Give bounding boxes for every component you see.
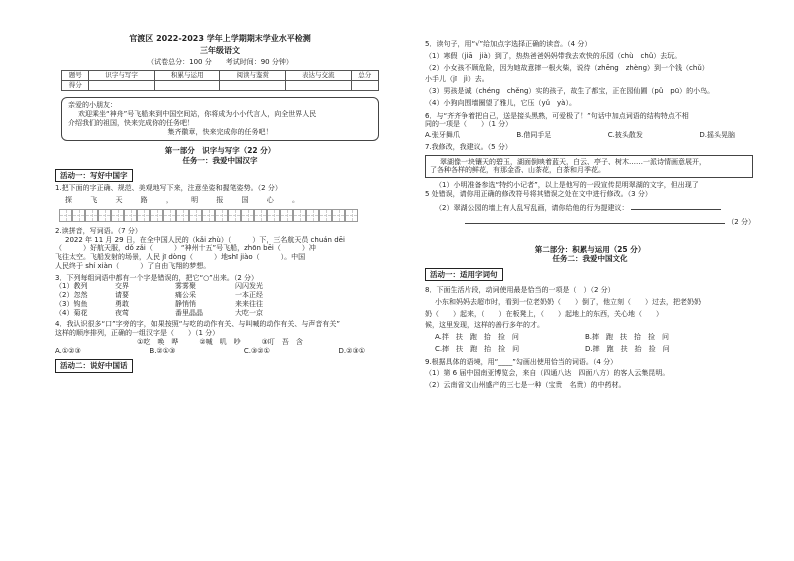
q9-s1: （1）第 6 届中国南亚博览会，来自（四通八达 四面八方）的客人云集昆明。	[425, 369, 670, 378]
activity1-label: 活动一：写好中国字	[55, 169, 133, 182]
score-table	[61, 70, 379, 91]
q7-s2-text: （2）翠湖公园的墙上有人乱写乱画，请你给他的行为提建议：	[435, 203, 629, 212]
option-c[interactable]: C.摔 扶 跑 抬 捡 问	[435, 344, 520, 353]
q7-s1b: 5 处错误，请你用正确的修改符号将其错误之处在文中进行修改。（3 分）	[425, 189, 652, 198]
score-row-label: 得分	[62, 80, 89, 90]
exam-meta: （试卷总分：100 分 考试时间：90 分钟）	[147, 58, 293, 66]
option-b[interactable]: B.摔 跑 扶 拾 捡 问	[585, 333, 670, 342]
option-d[interactable]: D.摔 跑 扶 抬 捡 问	[585, 344, 670, 353]
option-c[interactable]: C.③②①	[243, 346, 270, 355]
q7-s1: （1）小明准备参选“特约小记者”，以上是他写的一段宣传昆明翠湖的文字，但出现了	[435, 181, 699, 189]
q3-word[interactable]: 雾雾聚	[175, 282, 196, 291]
q1-char: ，	[165, 196, 174, 204]
score-header-row	[62, 70, 379, 80]
option-b[interactable]: B.借同手足	[516, 131, 552, 139]
q1-chars	[65, 196, 300, 205]
q1-char: 心	[266, 196, 275, 204]
q5-text: 5．读句子，用“√”给加点字选择正确的读音。（4 分）	[425, 40, 592, 48]
q3-row	[55, 300, 385, 309]
activity3-label: 活动一：适用字词句	[425, 268, 503, 281]
q8-option-row	[435, 345, 755, 354]
option-a[interactable]: A.①②③	[55, 346, 81, 355]
q3-word[interactable]: 大吃一京	[235, 308, 263, 317]
score-header-cell: 识字与写字	[89, 70, 155, 80]
q7-passage-line: 翠湖像一块镶天的碧玉，湖面倒映着蓝天，白云、亭子、树木……一派诗情画意展开，	[440, 157, 706, 166]
q8-s3: 候，这里发现，这样的善行多年的才。	[425, 321, 544, 330]
q7-text: 7.我修改，我建议。（5 分）	[425, 142, 512, 151]
option-c[interactable]: C.披头散发	[607, 131, 643, 139]
part1-task: 任务一：我爱中国汉字	[182, 155, 258, 165]
q1-text: 1.把下面的字正确、规范、美观地写下来，注意坐姿和握笔姿势。（2 分）	[55, 184, 282, 193]
q2-line: （ ）好航天服，dǒ zǎi（ ）“神州十五”号飞船，zhōn bēi（ ）冲	[55, 244, 316, 253]
score-cell[interactable]	[351, 80, 378, 90]
score-cell[interactable]	[220, 80, 286, 90]
q9-s2: （2）云南省文山州盛产的三七是一种（宝贵 名贵）的中药材。	[425, 381, 626, 390]
score-header-cell: 题号	[62, 70, 89, 80]
q3-word[interactable]: （1）教列	[55, 282, 88, 291]
q8-options	[425, 333, 755, 354]
score-header-cell: 阅读与鉴赏	[220, 70, 286, 80]
q3-word[interactable]: 勇敢	[115, 299, 129, 308]
activity2-label: 活动二：说好中国话	[55, 359, 133, 372]
exam-subtitle: 三年级语文	[200, 46, 240, 55]
q7-s2-score: （2 分）	[727, 218, 755, 227]
exam-title: 官渡区 2022-2023 学年上学期期末学业水平检测	[129, 34, 311, 43]
q7-passage-line: 了各种各样的鲜花，有那金香、山茶花，白茶和月季花。	[430, 166, 605, 175]
q8-s2: 奶（ ）起来，（ ）在板凳上，（ ）起地上的东西，关心地（ ）	[425, 309, 663, 318]
q3-row	[55, 282, 385, 291]
q3-word[interactable]: （2）忽然	[55, 291, 88, 299]
score-cell[interactable]	[154, 80, 220, 90]
writing-grid[interactable]	[59, 209, 385, 222]
q3-word[interactable]: 交界	[115, 282, 129, 291]
q2-line: 2022 年 11 月 29 日，在全中国人民的（kǎi zhù）（ ）下，三名航天员 chuán dēi	[65, 235, 345, 244]
q4-items: ①吃 唤 哗 ②喊 叽 吵 ③叮 吾 含	[137, 337, 303, 346]
q3-word[interactable]: 闪闪发光	[235, 282, 263, 291]
score-header-cell: 总分	[351, 70, 378, 80]
option-d[interactable]: D.摇头晃脑	[699, 131, 735, 139]
q3-rows	[55, 282, 385, 317]
q5-s1: （1）寒假（jiā jià）到了，热热爸爸妈妈带我去欢快的乐园（chù chǔ）去玩。	[425, 51, 682, 60]
q5-s4: （4）小狗向围墙圈望了雅儿，它压（yǔ yà）。	[425, 98, 576, 107]
notice-closing: 集齐徽章，快来完成你的任务吧！	[167, 128, 273, 137]
q2-text: 2.读拼音，写词语。（7 分）	[55, 226, 142, 235]
q3-word[interactable]: （4）菊花	[55, 308, 88, 317]
option-b[interactable]: B.②①③	[149, 346, 176, 355]
score-header-cell: 积累与运用	[154, 70, 220, 80]
q5-s3: （3）男孩是诚（chéng chěng）实的孩子，故生了都宝，正在园仙圃（pǔ pū）的小鸟。	[425, 87, 715, 95]
score-cell[interactable]	[89, 80, 155, 90]
part2-title: 第二部分：积累与运用（25 分）	[534, 245, 646, 254]
answer-line[interactable]	[465, 216, 725, 224]
part2-task: 任务二：我爱中国文化	[552, 254, 628, 264]
q1-char: 探	[65, 196, 73, 204]
q7-s2	[425, 202, 755, 213]
q3-text: 3．下列每组词语中都有一个字是错误的，把它“○”出来。（2 分）	[55, 273, 258, 282]
notice-box	[61, 97, 379, 141]
q1-char: 飞	[90, 196, 99, 204]
q4-text: 4．我认识很多“口”字旁的字，如果按照“与吃的动作有关、与叫喊的动作有关、与声音有关”	[55, 320, 340, 329]
q1-char: 明	[191, 196, 200, 204]
q7-passage	[425, 155, 753, 179]
q3-row	[55, 309, 385, 318]
part1-title: 第一部分 识字与写字（22 分）	[164, 146, 276, 156]
option-d[interactable]: D.②③①	[338, 346, 365, 355]
q6-text: 6．与“齐齐争着把自己，送是接头黑熟，可爱极了！”句话中加点词语的结构特点不相	[425, 111, 689, 120]
q6-options	[425, 131, 735, 140]
option-a[interactable]: A.张牙舞爪	[425, 131, 460, 139]
q1-char: 。	[291, 196, 300, 204]
q3-word[interactable]: 夜莺	[115, 308, 129, 317]
score-value-row	[62, 80, 379, 90]
left-column	[55, 34, 385, 375]
q1-char: 报	[216, 196, 225, 204]
q4-options	[55, 347, 365, 356]
q8-s1: 小东和妈妈去超市时，看到一位老奶奶（ ）倒了，他立刻（ ）过去，把老奶奶	[435, 297, 701, 306]
q6-text2: 同的一项是（ ）（1 分）	[425, 120, 513, 129]
q2-line: 人民终于 shí xiàn（ ）了自由飞翔的梦想。	[55, 261, 211, 270]
q3-word[interactable]: 来来往往	[235, 299, 263, 308]
notice-line: 欢迎乘坐“神舟”号飞船来到中国空间站，你将成为小小代言人，向全世界人民	[78, 109, 317, 118]
q3-word[interactable]: 请要	[115, 291, 129, 299]
q3-row	[55, 291, 385, 300]
answer-line[interactable]	[631, 202, 721, 210]
notice-greeting: 亲爱的小朋友：	[68, 100, 117, 109]
q7-s2-line	[425, 216, 755, 227]
q8-text: 8．下面生活片段，动词使用最是恰当的一项是（ ）（2 分）	[425, 286, 615, 295]
option-a[interactable]: A.拌 扶 跑 拾 捡 问	[435, 333, 519, 342]
right-column	[425, 34, 755, 390]
q3-word[interactable]: 番里晶晶	[175, 308, 203, 317]
q5-s2: （2）小女孩不顾危险，因为她故意摔一根火柴，说待（zhēng zhèng）到一个钱（chǔ）	[425, 63, 709, 72]
q3-word[interactable]: （3）钩鱼	[55, 299, 88, 308]
notice-line: 介绍我们的祖国，快来完成你的任务吧！	[68, 118, 194, 127]
q8-option-row	[435, 333, 755, 342]
q3-word[interactable]: 静悄悄	[175, 299, 196, 308]
q5-s2b: 小手儿（jī jì）去。	[425, 75, 489, 84]
q1-char: 国	[241, 196, 250, 204]
score-cell[interactable]	[286, 80, 352, 90]
q1-char: 路	[140, 196, 149, 204]
score-header-cell: 表达与交流	[286, 70, 352, 80]
q3-word[interactable]: 痛公采	[175, 291, 196, 299]
q9-text: 9.根据具体的语境，用“____”勾画出使用恰当的词语。（4 分）	[425, 357, 618, 366]
q3-word[interactable]: 一本正经	[235, 291, 263, 299]
q1-char: 天	[115, 196, 124, 204]
q2-line: 飞往太空。飞船发射的场景，人民 jī dòng（ ）地shī jiào（ ）。中国	[55, 253, 306, 261]
q4-text2: 这样的顺序排列，正确的一组汉字是（ ）（1 分）	[55, 329, 220, 337]
